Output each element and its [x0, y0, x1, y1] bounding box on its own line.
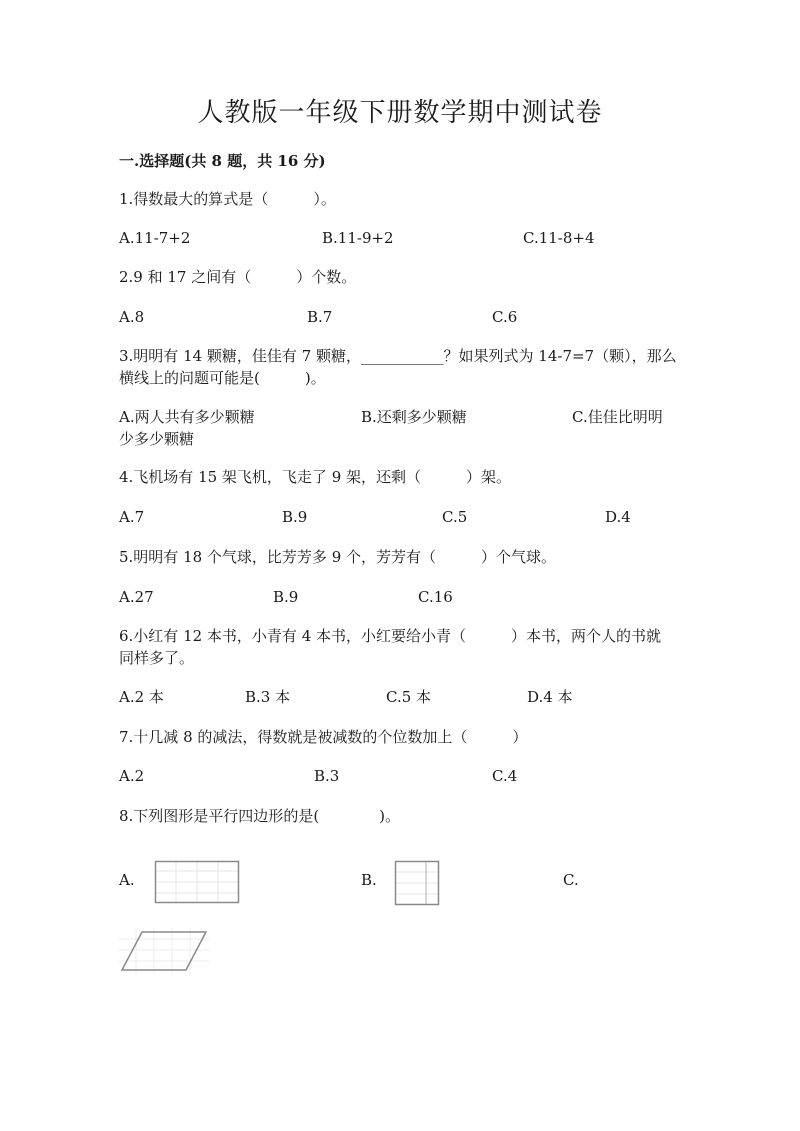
question-1: 1.得数最大的算式是（ ）。: [119, 190, 336, 208]
options-6: [119, 686, 679, 708]
option-4-d[interactable]: D.4: [605, 508, 631, 526]
option-4-a[interactable]: A.7: [119, 508, 145, 526]
options-4: [119, 506, 679, 528]
option-1-b[interactable]: B.11-9+2: [322, 229, 394, 247]
page-title: 人教版一年级下册数学期中测试卷: [197, 98, 603, 128]
option-5-c[interactable]: C.16: [418, 588, 453, 606]
option-8-a[interactable]: A.: [119, 871, 135, 889]
option-4-b[interactable]: B.9: [282, 508, 308, 526]
options-2: [119, 306, 679, 328]
options-3: [119, 406, 679, 450]
question-6: 6.小红有 12 本书，小青有 4 本书，小红要给小青（ ）本书，两个人的书就同样多了。: [119, 627, 662, 667]
option-2-b[interactable]: B.7: [307, 308, 333, 326]
section-heading: 一.选择题(共 8 题，共 16 分): [119, 152, 326, 170]
option-8-c[interactable]: C.: [563, 871, 579, 889]
question-3: 3.明明有 14 颗糖，佳佳有 7 颗糖，___________？如果列式为 14-7=7（颗），那么横线上的问题可能是( )。: [119, 347, 677, 387]
option-8-b[interactable]: B.: [361, 871, 377, 889]
option-7-a[interactable]: A.2: [119, 767, 145, 785]
option-6-d[interactable]: D.4 本: [527, 688, 573, 706]
option-1-c[interactable]: C.11-8+4: [523, 229, 595, 247]
option-3-a[interactable]: A.两人共有多少颗糖: [119, 408, 255, 426]
question-5: 5.明明有 18 个气球，比芳芳多 9 个，芳芳有（ ）个气球。: [119, 548, 557, 566]
question-8: 8.下列图形是平行四边形的是( )。: [119, 807, 401, 825]
option-3-c[interactable]: C.佳佳比明明少多少颗糖: [119, 408, 663, 448]
option-6-c[interactable]: C.5 本: [386, 688, 432, 706]
option-1-a[interactable]: A.11-7+2: [119, 229, 191, 247]
options-5: [119, 586, 679, 608]
options-7: [119, 765, 679, 787]
option-5-b[interactable]: B.9: [273, 588, 299, 606]
option-7-c[interactable]: C.4: [492, 767, 518, 785]
shape-b-square[interactable]: [394, 860, 440, 906]
option-5-a[interactable]: A.27: [119, 588, 154, 606]
question-4: 4.飞机场有 15 架飞机，飞走了 9 架，还剩（ ）架。: [119, 468, 512, 486]
option-3-b[interactable]: B.还剩多少颗糖: [361, 408, 467, 426]
option-7-b[interactable]: B.3: [314, 767, 340, 785]
shape-a-rectangle[interactable]: [154, 860, 240, 904]
option-6-a[interactable]: A.2 本: [119, 688, 164, 706]
question-2: 2.9 和 17 之间有（ ）个数。: [119, 268, 357, 286]
option-2-c[interactable]: C.6: [492, 308, 518, 326]
options-1: [119, 227, 679, 249]
shape-c-parallelogram[interactable]: [118, 928, 210, 974]
option-6-b[interactable]: B.3 本: [245, 688, 291, 706]
question-7: 7.十几减 8 的减法，得数就是被减数的个位数加上（ ）: [119, 728, 528, 746]
option-2-a[interactable]: A.8: [119, 308, 145, 326]
option-4-c[interactable]: C.5: [442, 508, 468, 526]
